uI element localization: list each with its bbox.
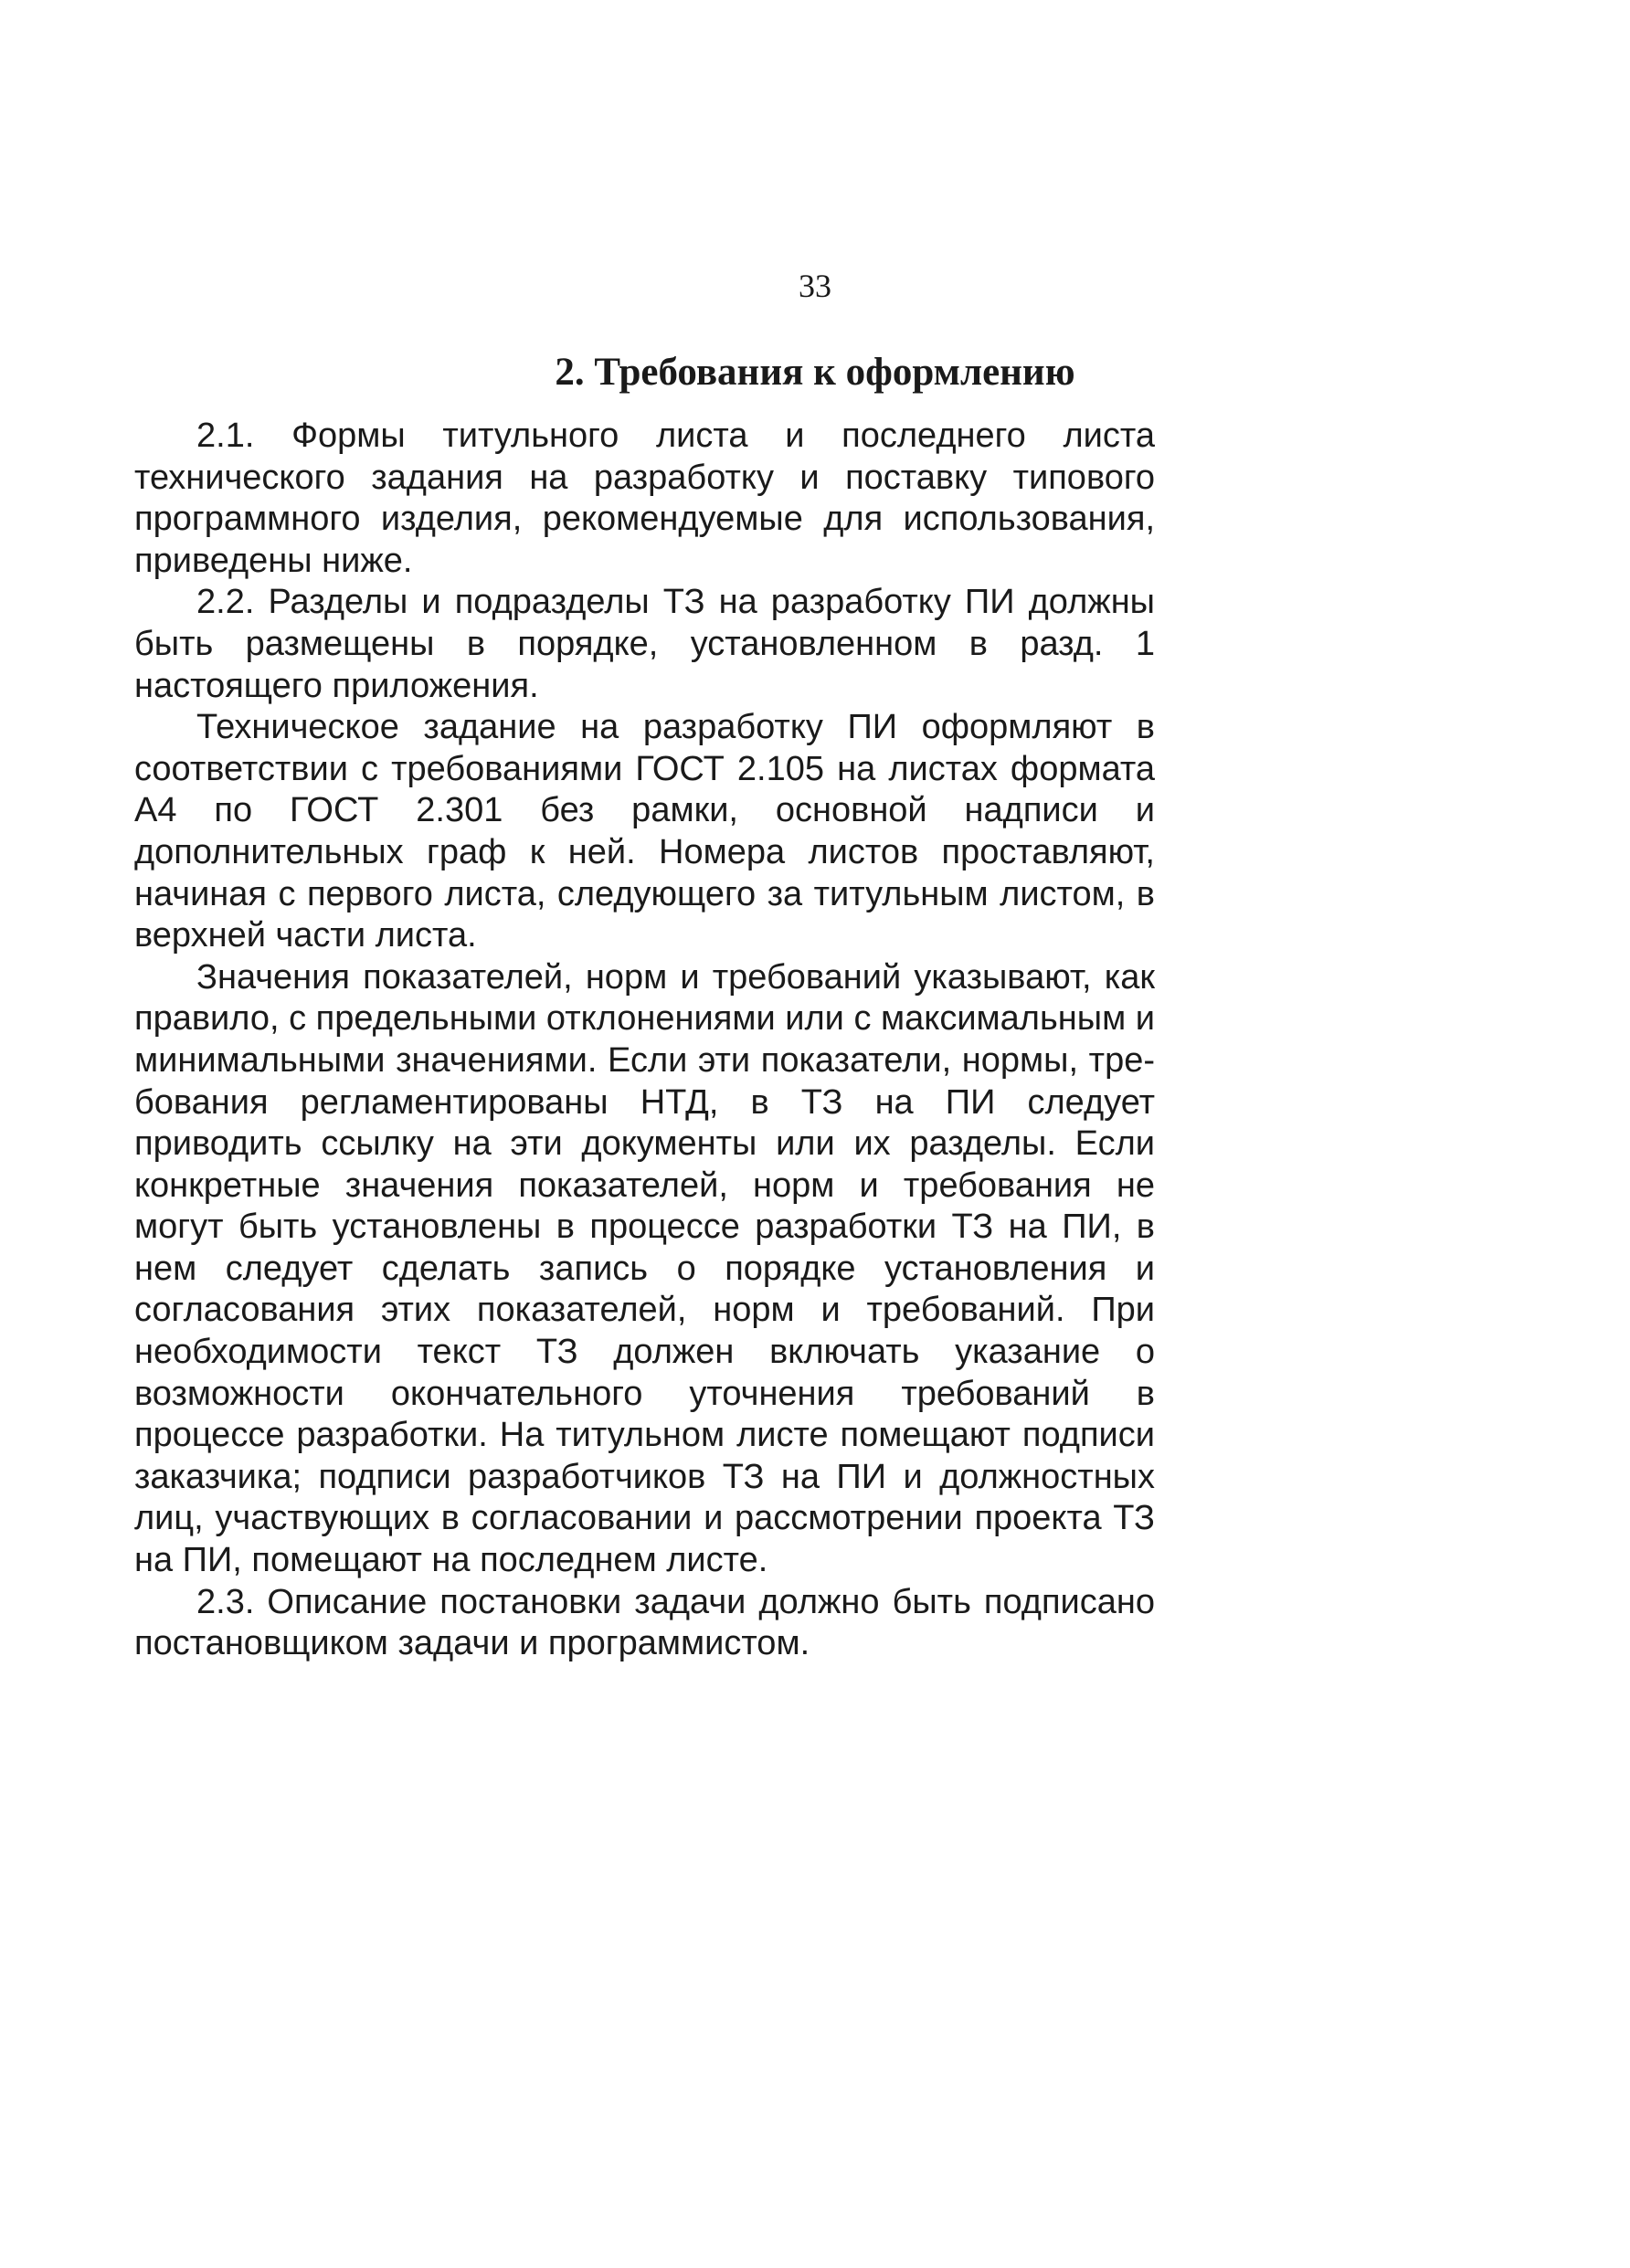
paragraph-2-1: 2.1. Формы титульного листа и последнего листа технического задания на разработку и поставку типового программного изделия, рекомендуемые для использования, приведены ниже.: [134, 417, 1155, 580]
paragraph-formatting: Техническое задание на разработку ПИ оформляют в соответствии с требованиями ГОСТ 2.105 на листах формата А4 по ГОСТ 2.301 без рамки, основной надписи и дополнительных граф к ней. Номера листов проставляют, начиная с первого листа, следующего за титульным листом, в верхней части листа.: [134, 708, 1155, 955]
section-body: [134, 416, 1155, 1665]
page-number: 33: [799, 268, 831, 304]
paragraph-2-2: 2.2. Разделы и подразделы ТЗ на разработку ПИ должны быть размещены в порядке, установленном в разд. 1 настоящего приложения.: [134, 583, 1155, 705]
paragraph-2-3: 2.3. Описание постановки задачи должно быть подписано постановщиком задачи и программистом.: [134, 1582, 1155, 1663]
paragraph-values: Значения показателей, норм и требований указывают, как правило, с предельными отклонениями или с максимальным и минимальными значениями. Если эти показатели, нормы, требования регламентированы НТД, в ТЗ на ПИ следует приводить ссылку на эти документы или их разделы. Если конкретные значения показателей, норм и требования не могут быть установлены в процессе разработки ТЗ на ПИ, в нем следует сделать запись о порядке установления и согласования этих показателей, норм и требований. При необходимости текст ТЗ должен включать указание о возможности окончательного уточнения требований в процессе разработки. На титульном листе помещают подписи заказчика; подписи разработчиков ТЗ на ПИ и должностных лиц, участвующих в согласовании и рассмотрении проекта ТЗ на ПИ, помещают на последнем листе.: [134, 957, 1155, 1580]
section-heading: 2. Требования к оформлению: [555, 351, 1075, 394]
